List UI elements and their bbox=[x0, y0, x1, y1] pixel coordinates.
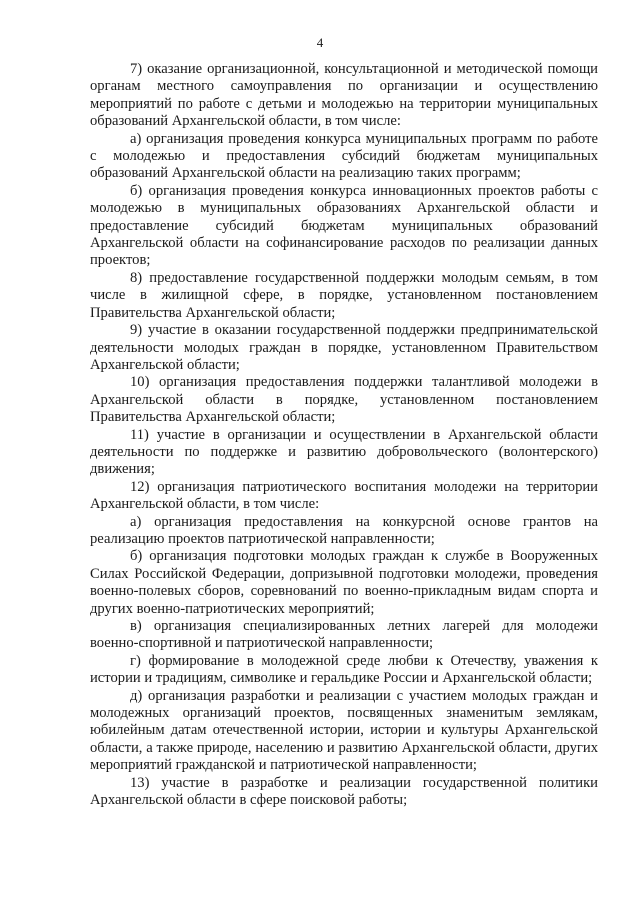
paragraph-subitem-12d: г) формирование в молодежной среде любви к Отечеству, уважения к истории и традициям, символике и геральдике России и Архангельской области; bbox=[90, 652, 598, 687]
paragraph-item-11: 11) участие в организации и осуществлении в Архангельской области деятельности по поддержке и развитию добровольческого (волонтерского) движения; bbox=[90, 426, 598, 478]
paragraph-subitem-12e: д) организация разработки и реализации с участием молодых граждан и молодежных организаций проектов, посвященных знаменитым землякам, юбилейным датам отечественной истории, истории и культуры Архангельской области, а также природе, населению и развитию Архангельской области, других мероприятий гражданской и патриотической направленности; bbox=[90, 687, 598, 774]
paragraph-subitem-12a: а) организация предоставления на конкурсной основе грантов на реализацию проектов патриотической направленности; bbox=[90, 513, 598, 547]
paragraph-subitem-12c: в) организация специализированных летних лагерей для молодежи военно-спортивной и патриотической направленности; bbox=[90, 618, 598, 652]
page-number: 4 bbox=[316, 35, 324, 50]
paragraph-item-8: 8) предоставление государственной поддержки молодым семьям, в том числе в жилищной сфере, в порядке, установленном постановлением Правительства Архангельской области; bbox=[90, 269, 598, 321]
paragraph-item-9: 9) участие в оказании государственной поддержки предпринимательской деятельности молодых граждан в порядке, установленном Правительством Архангельской области; bbox=[90, 322, 598, 373]
paragraph-subitem-7b: б) организация проведения конкурса инновационных проектов работы с молодежью в муниципальных образованиях Архангельской области и предоставление субсидий бюджетам муниципальных образований Архангельской области на софинансирование расходов по реализации данных проектов; bbox=[90, 182, 598, 269]
document-body bbox=[90, 61, 598, 809]
paragraph-subitem-7a: а) организация проведения конкурса муниципальных программ по работе с молодежью и предоставления субсидий бюджетам муниципальных образований Архангельской области на реализацию таких программ; bbox=[90, 130, 598, 182]
paragraph-item-13: 13) участие в разработке и реализации государственной политики Архангельской области в сфере поисковой работы; bbox=[90, 774, 598, 809]
paragraph-subitem-12b: б) организация подготовки молодых граждан к службе в Вооруженных Силах Российской Федерации, допризывной подготовки молодежи, проведения военно-полевых сборов, соревнований по военно-прикладным видам спорта и других военно-патриотических мероприятий; bbox=[90, 548, 598, 617]
paragraph-item-12: 12) организация патриотического воспитания молодежи на территории Архангельской области, в том числе: bbox=[90, 478, 598, 513]
paragraph-item-10: 10) организация предоставления поддержки талантливой молодежи в Архангельской области в порядке, установленном постановлением Правительства Архангельской области; bbox=[90, 374, 598, 426]
paragraph-item-7: 7) оказание организационной, консультационной и методической помощи органам местного самоуправления по организации и осуществлению мероприятий по работе с детьми и молодежью на территории муниципальных образований Архангельской области, в том числе: bbox=[90, 61, 598, 130]
